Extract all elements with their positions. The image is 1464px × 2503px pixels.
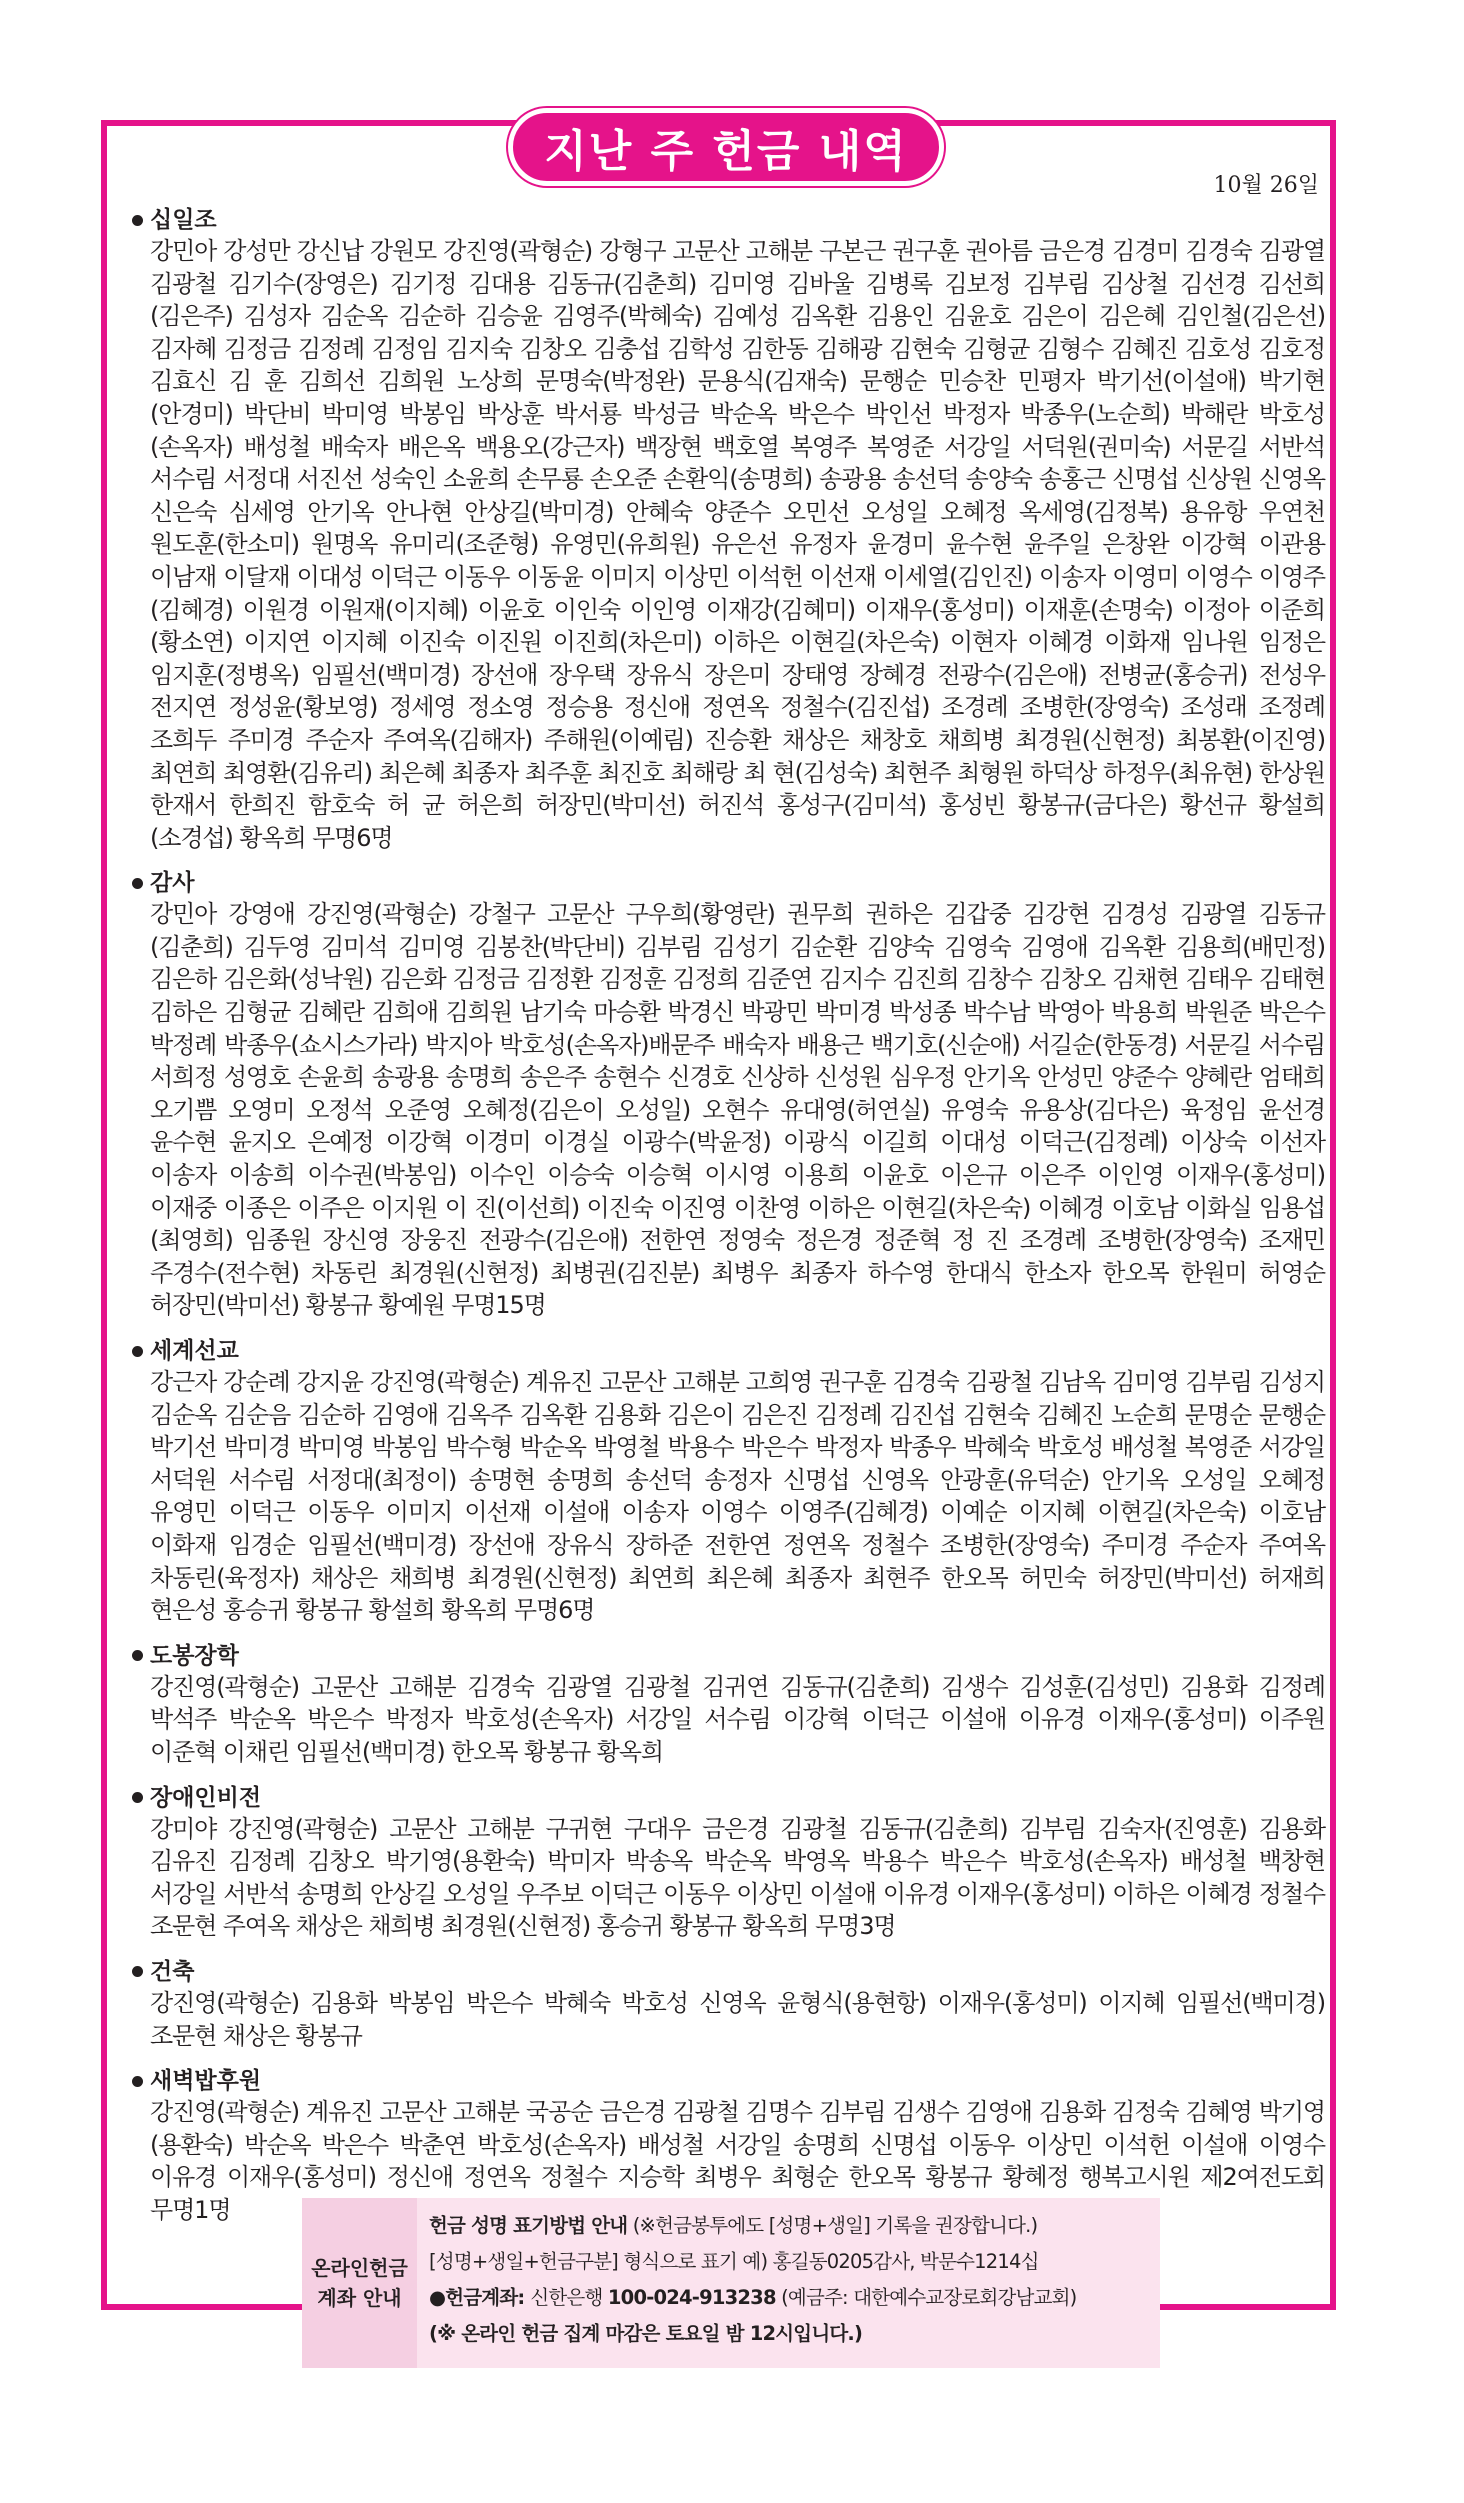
section-heading: 도봉장학 [150, 1642, 239, 1669]
section-building [130, 1957, 1325, 2052]
page-title-banner [508, 108, 944, 186]
account-number: 100-024-913238 [607, 2286, 776, 2309]
notice-label: 온라인헌금 계좌 안내 [302, 2198, 417, 2368]
bullet-icon [132, 1346, 143, 1357]
section-tithe [130, 205, 1325, 854]
section-heading: 세계선교 [150, 1338, 239, 1364]
donor-names: 강민아 강성만 강신납 강원모 강진영(곽형순) 강형구 고문산 고해분 구본근 권구훈 권아름 금은경 김경미 김경숙 김광열 김광철 김기수(장영은) 김기정 김대용 김동규(김춘희) 김미영 김바울 김병록 김보정 김부림 김상철 김선경 김선희(김은주) 김성자 김순옥 김순하 김승윤 김영주(박혜숙) 김예성 김옥환 김용인 김윤호 김은이 김은혜 김인철(김은선) 김자혜 김정금 김정례 김정임 김지숙 김창오 김충섭 김학성 김한동 김해광 김현숙 김형균 김형수 김혜진 김호성 김호정 김효신 김 훈 김희선 김희원 노상희 문명숙(박정완) 문용식(김재숙) 문행순 민승찬 민평자 박기선(이설애) 박기현(안경미) 박단비 박미영 박봉임 박상훈 박서룡 박성금 박순옥 박은수 박인선 박정자 박종우(노순희) 박해란 박호성(손옥자) 배성철 배숙자 배은옥 백용오(강근자) 백장현 백호열 복영주 복영준 서강일 서덕원(권미숙) 서문길 서반석 서수림 서정대 서진선 성숙인 소윤희 손무룡 손오준 손환익(송명희) 송광용 송선덕 송양숙 송홍근 신명섭 신상원 신영옥 신은숙 심세영 안기옥 안나현 안상길(박미경) 안혜숙 양준수 오민선 오성일 오혜정 옥세영(김정복) 용유항 우연천 원도훈(한소미) 원명옥 유미리(조준형) 유영민(유희원) 유은선 유정자 윤경미 윤수현 윤주일 은창완 이강혁 이관용 이남재 이달재 이대성 이덕근 이동우 이동윤 이미지 이상민 이석헌 이선재 이세열(김인진) 이송자 이영미 이영수 이영주(김혜경) 이원경 이원재(이지혜) 이윤호 이인숙 이인영 이재강(김혜미) 이재우(홍성미) 이재훈(손명숙) 이정아 이준희(황소연) 이지연 이지혜 이진숙 이진원 이진희(차은미) 이하은 이현길(차은숙) 이현자 이혜경 이화재 임나원 임정은 임지훈(정병옥) 임필선(백미경) 장선애 장우택 장유식 장은미 장태영 장혜경 전광수(김은애) 전병균(홍승귀) 전성우 전지연 정성윤(황보영) 정세영 정소영 정승용 정신애 정연옥 정철수(김진섭) 조경례 조병한(장영숙) 조성래 조정례 조희두 주미경 주순자 주여옥(김해자) 주해원(이예림) 진승환 채상은 채창호 채희병 최경원(신현정) 최봉환(이진영) 최연희 최영환(김유리) 최은혜 최종자 최주훈 최진호 최해랑 최 현(김성숙) 최현주 최형원 하덕상 하정우(최유현) 한상원 한재서 한희진 함호숙 허 균 허은희 허장민(박미선) 허진석 홍성구(김미석) 홍성빈 황봉규(금다은) 황선규 황설희(소경섭) 황옥희 무명6명 [150, 237, 1325, 852]
section-heading: 건축 [150, 1958, 195, 1985]
donor-names: 강진영(곽형순) 김용화 박봉임 박은수 박혜숙 박호성 신영옥 윤형식(용현항) 이재우(홍성미) 이지혜 임필선(백미경) 조문현 채상은 황봉규 [150, 1988, 1325, 2050]
bullet-icon [132, 1650, 143, 1661]
section-dobong-scholarship [130, 1641, 1325, 1769]
section-heading: 감사 [150, 870, 195, 897]
bullet-icon [132, 1966, 143, 1977]
offering-list [130, 205, 1325, 2240]
bullet-icon [132, 1792, 143, 1803]
donor-names: 강민아 강영애 강진영(곽형순) 강철구 고문산 구우희(황영란) 권무희 권하은 김갑중 김강현 김경성 김광열 김동규(김춘희) 김두영 김미석 김미영 김봉찬(박단비) 김부림 김성기 김순환 김양숙 김영숙 김영애 김옥환 김용희(배민정) 김은하 김은화(성낙원) 김은화 김정금 김정환 김정훈 김정희 김준연 김지수 김진희 김창수 김창오 김채현 김태우 김태현 김하은 김형균 김혜란 김희애 김희원 남기숙 마승환 박경신 박광민 박미경 박성종 박수남 박영아 박용희 박원준 박은수 박정례 박종우(쇼시스가라) 박지아 박호성(손옥자)배문주 배숙자 배용근 백기호(신순애) 서길순(한동경) 서문길 서수림 서희정 성영호 손윤희 송광용 송명희 송은주 송현수 신경호 신상하 신성원 심우정 안기옥 안성민 양준수 양혜란 엄태희 오기쁨 오영미 오정석 오준영 오혜정(김은이 오성일) 오현수 유대영(허연실) 유영숙 유용상(김다은) 육정임 윤선경 윤수현 윤지오 은예정 이강혁 이경미 이경실 이광수(박윤정) 이광식 이길희 이대성 이덕근(김정례) 이상숙 이선자 이송자 이송희 이수권(박봉임) 이수인 이승숙 이승혁 이시영 이용희 이윤호 이은규 이은주 이인영 이재우(홍성미) 이재중 이종은 이주은 이지원 이 진(이선희) 이진숙 이진영 이찬영 이하은 이현길(차은숙) 이혜경 이호남 이화실 임용섭(최영희) 임종원 장신영 장웅진 전광수(김은애) 전한연 정영숙 정은경 정준혁 정 진 조경례 조병한(장영숙) 조재민 주경수(전수현) 차동린 최경원(신현정) 최병권(김진분) 최병우 최종자 하수영 한대식 한소자 한오목 한원미 허영순 허장민(박미선) 황봉규 황예원 무명15명 [150, 900, 1325, 1320]
donor-names: 강진영(곽형순) 고문산 고해분 김경숙 김광열 김광철 김귀연 김동규(김춘희) 김생수 김성훈(김성민) 김용화 김정례 박석주 박순옥 박은수 박정자 박호성(손옥자) 서강일 서수림 이강혁 이덕근 이설애 이유경 이재우(홍성미) 이주원 이준혁 이채린 임필선(백미경) 한오목 황봉규 황옥희 [150, 1672, 1325, 1766]
report-date: 10월 26일 [1213, 173, 1319, 198]
bullet-icon [132, 215, 143, 226]
section-heading: 장애인비전 [150, 1784, 262, 1811]
notice-line-deadline: (※ 온라인 헌금 집계 마감은 토요일 밤 12시입니다.) [429, 2322, 863, 2345]
notice-line-method: 헌금 성명 표기방법 안내 (※헌금봉투에도 [성명+생일] 기록을 권장합니다.) [429, 2214, 1038, 2237]
notice-line-format: [성명+생일+헌금구분] 형식으로 표기 예) 홍길동0205감사, 박문수1214십 [429, 2250, 1039, 2273]
page-title: 지난 주 헌금 내역 [544, 126, 908, 177]
donor-names: 강근자 강순례 강지윤 강진영(곽형순) 계유진 고문산 고해분 고희영 권구훈 김경숙 김광철 김남옥 김미영 김부림 김성지 김순옥 김순음 김순하 김영애 김옥주 김옥환 김용화 김은이 김은진 김정례 김진섭 김현숙 김혜진 노순희 문명순 문행순 박기선 박미경 박미영 박봉임 박수형 박순옥 박영철 박용수 박은수 박정자 박종우 박혜숙 박호성 배성철 복영준 서강일 서덕원 서수림 서정대(최정이) 송명현 송명희 송선덕 송정자 신명섭 신영옥 안광훈(유덕순) 안기옥 오성일 오혜정 유영민 이덕근 이동우 이미지 이선재 이설애 이송자 이영수 이영주(김혜경) 이예순 이지혜 이현길(차은숙) 이호남 이화재 임경순 임필선(백미경) 장선애 장유식 장하준 전한연 정연옥 정철수 조병한(장영숙) 주미경 주순자 주여옥 차동린(육정자) 채상은 채희병 최경원(신현정) 최연희 최은혜 최종자 최현주 한오목 허민숙 허장민(박미선) 허재희 현은성 홍승귀 황봉규 황설희 황옥희 무명6명 [150, 1368, 1325, 1625]
donor-names: 강미야 강진영(곽형순) 고문산 고해분 구귀현 구대우 금은경 김광철 김동규(김춘희) 김부림 김숙자(진영훈) 김용화 김유진 김정례 김창오 박기영(용환숙) 박미자 박송옥 박순옥 박영옥 박용수 박은수 박호성(손옥자) 배성철 백창현 서강일 서반석 송명희 안상길 오성일 우주보 이덕근 이동우 이상민 이설애 이유경 이재우(홍성미) 이하은 이혜경 정철수 조문현 주여옥 채상은 채희병 최경원(신현정) 홍승귀 황봉규 황옥희 무명3명 [150, 1814, 1325, 1941]
online-offering-notice [302, 2198, 1160, 2368]
notice-line-account: ●헌금계좌: 신한은행 100-024-913238 (예금주: 대한예수교장로회강남교회) [429, 2286, 1077, 2309]
bullet-icon [132, 2076, 143, 2087]
section-world-mission [130, 1336, 1325, 1627]
section-heading: 십일조 [150, 207, 217, 233]
section-heading: 새벽밥후원 [150, 2068, 262, 2095]
notice-body [417, 2198, 1160, 2368]
section-disability-vision [130, 1783, 1325, 1943]
bullet-icon [132, 878, 143, 889]
section-thanksgiving [130, 868, 1325, 1322]
donor-names: 강진영(곽형순) 계유진 고문산 고해분 국공순 금은경 김광철 김명수 김부림 김생수 김영애 김용화 김정숙 김혜영 박기영(용환숙) 박순옥 박은수 박춘연 박호성(손옥자) 배성철 서강일 송명희 신명섭 이동우 이상민 이석헌 이설애 이영수 이유경 이재우(홍성미) 정신애 정연옥 정철수 지승학 최병우 최형순 한오목 황봉규 황혜정 행복고시원 제2여전도회 무명1명 [150, 2098, 1325, 2224]
